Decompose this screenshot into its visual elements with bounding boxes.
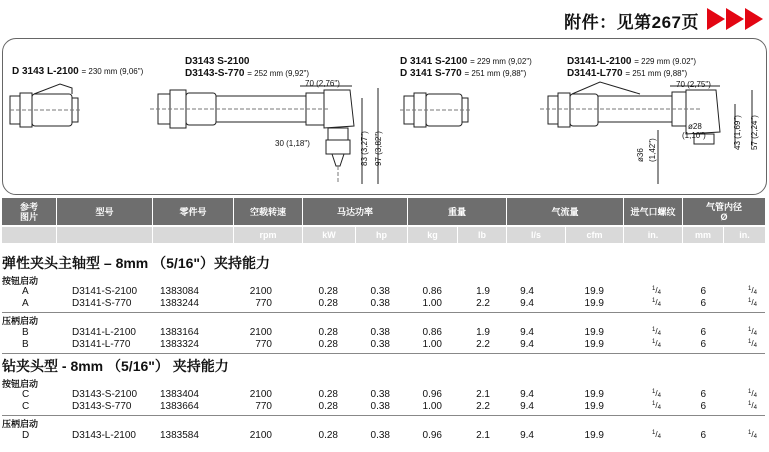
cell-kw: 0.28: [318, 339, 338, 350]
cell-mm: 6: [700, 298, 706, 309]
cell-kg: 0.86: [422, 327, 442, 338]
cell-inlet: $^1/_4$: [652, 327, 661, 337]
cell-part: 1383164: [160, 327, 199, 338]
unit-kw: kW: [303, 227, 356, 243]
accessory-reference: 附件：见第267页: [564, 13, 699, 32]
cell-rpm: 770: [255, 401, 272, 412]
cell-hp: 0.38: [370, 401, 390, 412]
cell-mm: 6: [700, 286, 706, 297]
tool-b-drawing: [150, 86, 378, 184]
unit-in-inlet: in.: [624, 227, 683, 243]
unit-ls: l/s: [507, 227, 566, 243]
unit-lb: lb: [458, 227, 507, 243]
cell-in: $^1/_4$: [748, 286, 757, 296]
cell-kw: 0.28: [318, 286, 338, 297]
cell-inlet: $^1/_4$: [652, 401, 661, 411]
tool-b-dim-side: 30 (1,18"): [275, 139, 310, 148]
cell-inlet: $^1/_4$: [652, 389, 661, 399]
cell-rpm: 2100: [249, 286, 272, 297]
cell-model: D3141-L-2100: [72, 327, 136, 338]
tool-c-label-2: D 3141 S-770 = 251 mm (9,88"): [400, 68, 527, 79]
cell-lb: 2.2: [476, 298, 490, 309]
divider: [2, 312, 765, 313]
cell-cfm: 19.9: [584, 389, 604, 400]
table-row: [0, 298, 769, 311]
header-weight: 重量: [408, 198, 507, 225]
cell-model: D3141-S-2100: [72, 286, 138, 297]
tool-d-label-2: D3141-L770 = 251 mm (9,88"): [567, 68, 688, 79]
section-collet-title: 弹性夹头主轴型 – 8mm （5/16"）夹持能力: [2, 255, 271, 271]
cell-ls: 9.4: [520, 298, 534, 309]
cell-in: $^1/_4$: [748, 430, 757, 440]
cell-kg: 0.86: [422, 286, 442, 297]
header-model: 型号: [57, 198, 153, 225]
cell-cfm: 19.9: [584, 327, 604, 338]
tool-d-dim-dia28-in: (1,10"): [682, 131, 706, 140]
cell-part: 1383584: [160, 430, 199, 441]
cell-hp: 0.38: [370, 286, 390, 297]
cell-part: 1383664: [160, 401, 199, 412]
cell-ls: 9.4: [520, 327, 534, 338]
cell-mm: 6: [700, 389, 706, 400]
table-row: [0, 430, 769, 443]
cell-mm: 6: [700, 327, 706, 338]
cell-in: $^1/_4$: [748, 339, 757, 349]
header-speed: 空载转速: [234, 198, 303, 225]
cell-hp: 0.38: [370, 430, 390, 441]
arrow-icon: [726, 8, 744, 30]
cell-ref: B: [22, 327, 29, 338]
cell-in: $^1/_4$: [748, 401, 757, 411]
cell-inlet: $^1/_4$: [652, 298, 661, 308]
header-air: 气流量: [507, 198, 624, 225]
cell-inlet: $^1/_4$: [652, 339, 661, 349]
divider: [2, 353, 765, 354]
cell-model: D3141-L-770: [72, 339, 131, 350]
unit-rpm: rpm: [234, 227, 303, 243]
cell-ls: 9.4: [520, 389, 534, 400]
tool-c-drawing: [400, 93, 470, 127]
group-button-start: 按钮启动: [2, 379, 39, 389]
unit-mm: mm: [683, 227, 724, 243]
cell-ref: B: [22, 339, 29, 350]
cell-rpm: 2100: [249, 389, 272, 400]
cell-ls: 9.4: [520, 286, 534, 297]
divider: [2, 415, 765, 416]
cell-kg: 0.96: [422, 389, 442, 400]
next-arrows: [707, 8, 763, 30]
tool-d-dim-dia28: ø28: [688, 122, 702, 131]
cell-part: 1383244: [160, 298, 199, 309]
cell-mm: 6: [700, 339, 706, 350]
group-lever-start: 压柄启动: [2, 316, 39, 326]
header-ref: 参考 图片: [2, 198, 57, 225]
cell-ref: C: [22, 401, 30, 412]
cell-lb: 1.9: [476, 286, 490, 297]
cell-kg: 1.00: [422, 401, 442, 412]
tool-d-dim-v43: 43 (1,69"): [733, 115, 742, 150]
cell-ref: C: [22, 389, 30, 400]
table-row: [0, 339, 769, 352]
tool-b-dim-top: 70 (2,76"): [305, 79, 340, 88]
cell-mm: 6: [700, 430, 706, 441]
cell-lb: 2.2: [476, 339, 490, 350]
cell-cfm: 19.9: [584, 401, 604, 412]
cell-kg: 1.00: [422, 339, 442, 350]
cell-hp: 0.38: [370, 389, 390, 400]
table-row: [0, 401, 769, 414]
cell-kw: 0.28: [318, 430, 338, 441]
cell-inlet: $^1/_4$: [652, 430, 661, 440]
cell-ls: 9.4: [520, 401, 534, 412]
tool-d-dim-dia36-in: (1,42"): [648, 138, 657, 162]
cell-ls: 9.4: [520, 430, 534, 441]
group-button-start: 按钮启动: [2, 276, 39, 286]
cell-kw: 0.28: [318, 327, 338, 338]
cell-in: $^1/_4$: [748, 327, 757, 337]
cell-ref: A: [22, 298, 29, 309]
cell-kw: 0.28: [318, 298, 338, 309]
tool-d-dim-top: 70 (2,75"): [676, 80, 711, 89]
unit-hp: hp: [356, 227, 408, 243]
cell-kg: 1.00: [422, 298, 442, 309]
cell-kw: 0.28: [318, 401, 338, 412]
tool-b-dim-v2: 97 (3,82"): [374, 131, 383, 166]
cell-model: D3143-L-2100: [72, 430, 136, 441]
cell-cfm: 19.9: [584, 298, 604, 309]
cell-lb: 1.9: [476, 327, 490, 338]
cell-lb: 2.1: [476, 430, 490, 441]
tool-c-label-1: D 3141 S-2100 = 229 mm (9,02"): [400, 56, 532, 67]
cell-kg: 0.96: [422, 430, 442, 441]
cell-model: D3141-S-770: [72, 298, 132, 309]
cell-kw: 0.28: [318, 389, 338, 400]
cell-cfm: 19.9: [584, 339, 604, 350]
arrow-icon: [707, 8, 725, 30]
cell-in: $^1/_4$: [748, 389, 757, 399]
cell-hp: 0.38: [370, 339, 390, 350]
group-lever-start: 压柄启动: [2, 419, 39, 429]
cell-cfm: 19.9: [584, 430, 604, 441]
section-chuck-title: 钻夹头型 - 8mm （5/16"） 夹持能力: [2, 358, 229, 374]
tool-d-dim-dia36: ø36: [636, 148, 645, 162]
cell-ref: D: [22, 430, 30, 441]
cell-hp: 0.38: [370, 327, 390, 338]
cell-ls: 9.4: [520, 339, 534, 350]
table-units: [2, 227, 765, 243]
cell-rpm: 2100: [249, 327, 272, 338]
tool-a-drawing: [10, 84, 80, 127]
cell-cfm: 19.9: [584, 286, 604, 297]
cell-inlet: $^1/_4$: [652, 286, 661, 296]
tool-d-drawing: [540, 82, 752, 184]
tool-b-label-1: D3143 S-2100: [185, 56, 250, 67]
header-part: 零件号: [153, 198, 234, 225]
cell-part: 1383404: [160, 389, 199, 400]
tool-b-dim-v1: 83 (3,27"): [360, 131, 369, 166]
cell-lb: 2.1: [476, 389, 490, 400]
arrow-icon: [745, 8, 763, 30]
cell-ref: A: [22, 286, 29, 297]
tool-d-label-1: D3141-L-2100 = 229 mm (9.02"): [567, 56, 697, 67]
cell-in: $^1/_4$: [748, 298, 757, 308]
cell-mm: 6: [700, 401, 706, 412]
tool-b-label-2: D3143-S-770 = 252 mm (9,92"): [185, 68, 310, 79]
table-header: [2, 198, 765, 225]
unit-kg: kg: [408, 227, 458, 243]
unit-in-hose: in.: [739, 230, 750, 240]
cell-part: 1383324: [160, 339, 199, 350]
cell-rpm: 770: [255, 339, 272, 350]
cell-rpm: 770: [255, 298, 272, 309]
cell-lb: 2.2: [476, 401, 490, 412]
unit-cfm: cfm: [566, 227, 624, 243]
cell-hp: 0.38: [370, 298, 390, 309]
header-power: 马达功率: [303, 198, 408, 225]
tool-a-label: D 3143 L-2100 = 230 mm (9,06"): [12, 66, 144, 77]
header-hose: 气管内径 Ø: [705, 201, 742, 222]
cell-rpm: 2100: [249, 430, 272, 441]
header-inlet: 进气口螺纹: [624, 198, 683, 225]
cell-model: D3143-S-2100: [72, 389, 138, 400]
cell-part: 1383084: [160, 286, 199, 297]
tool-d-dim-v57: 57 (2,24"): [750, 115, 759, 150]
cell-model: D3143-S-770: [72, 401, 132, 412]
